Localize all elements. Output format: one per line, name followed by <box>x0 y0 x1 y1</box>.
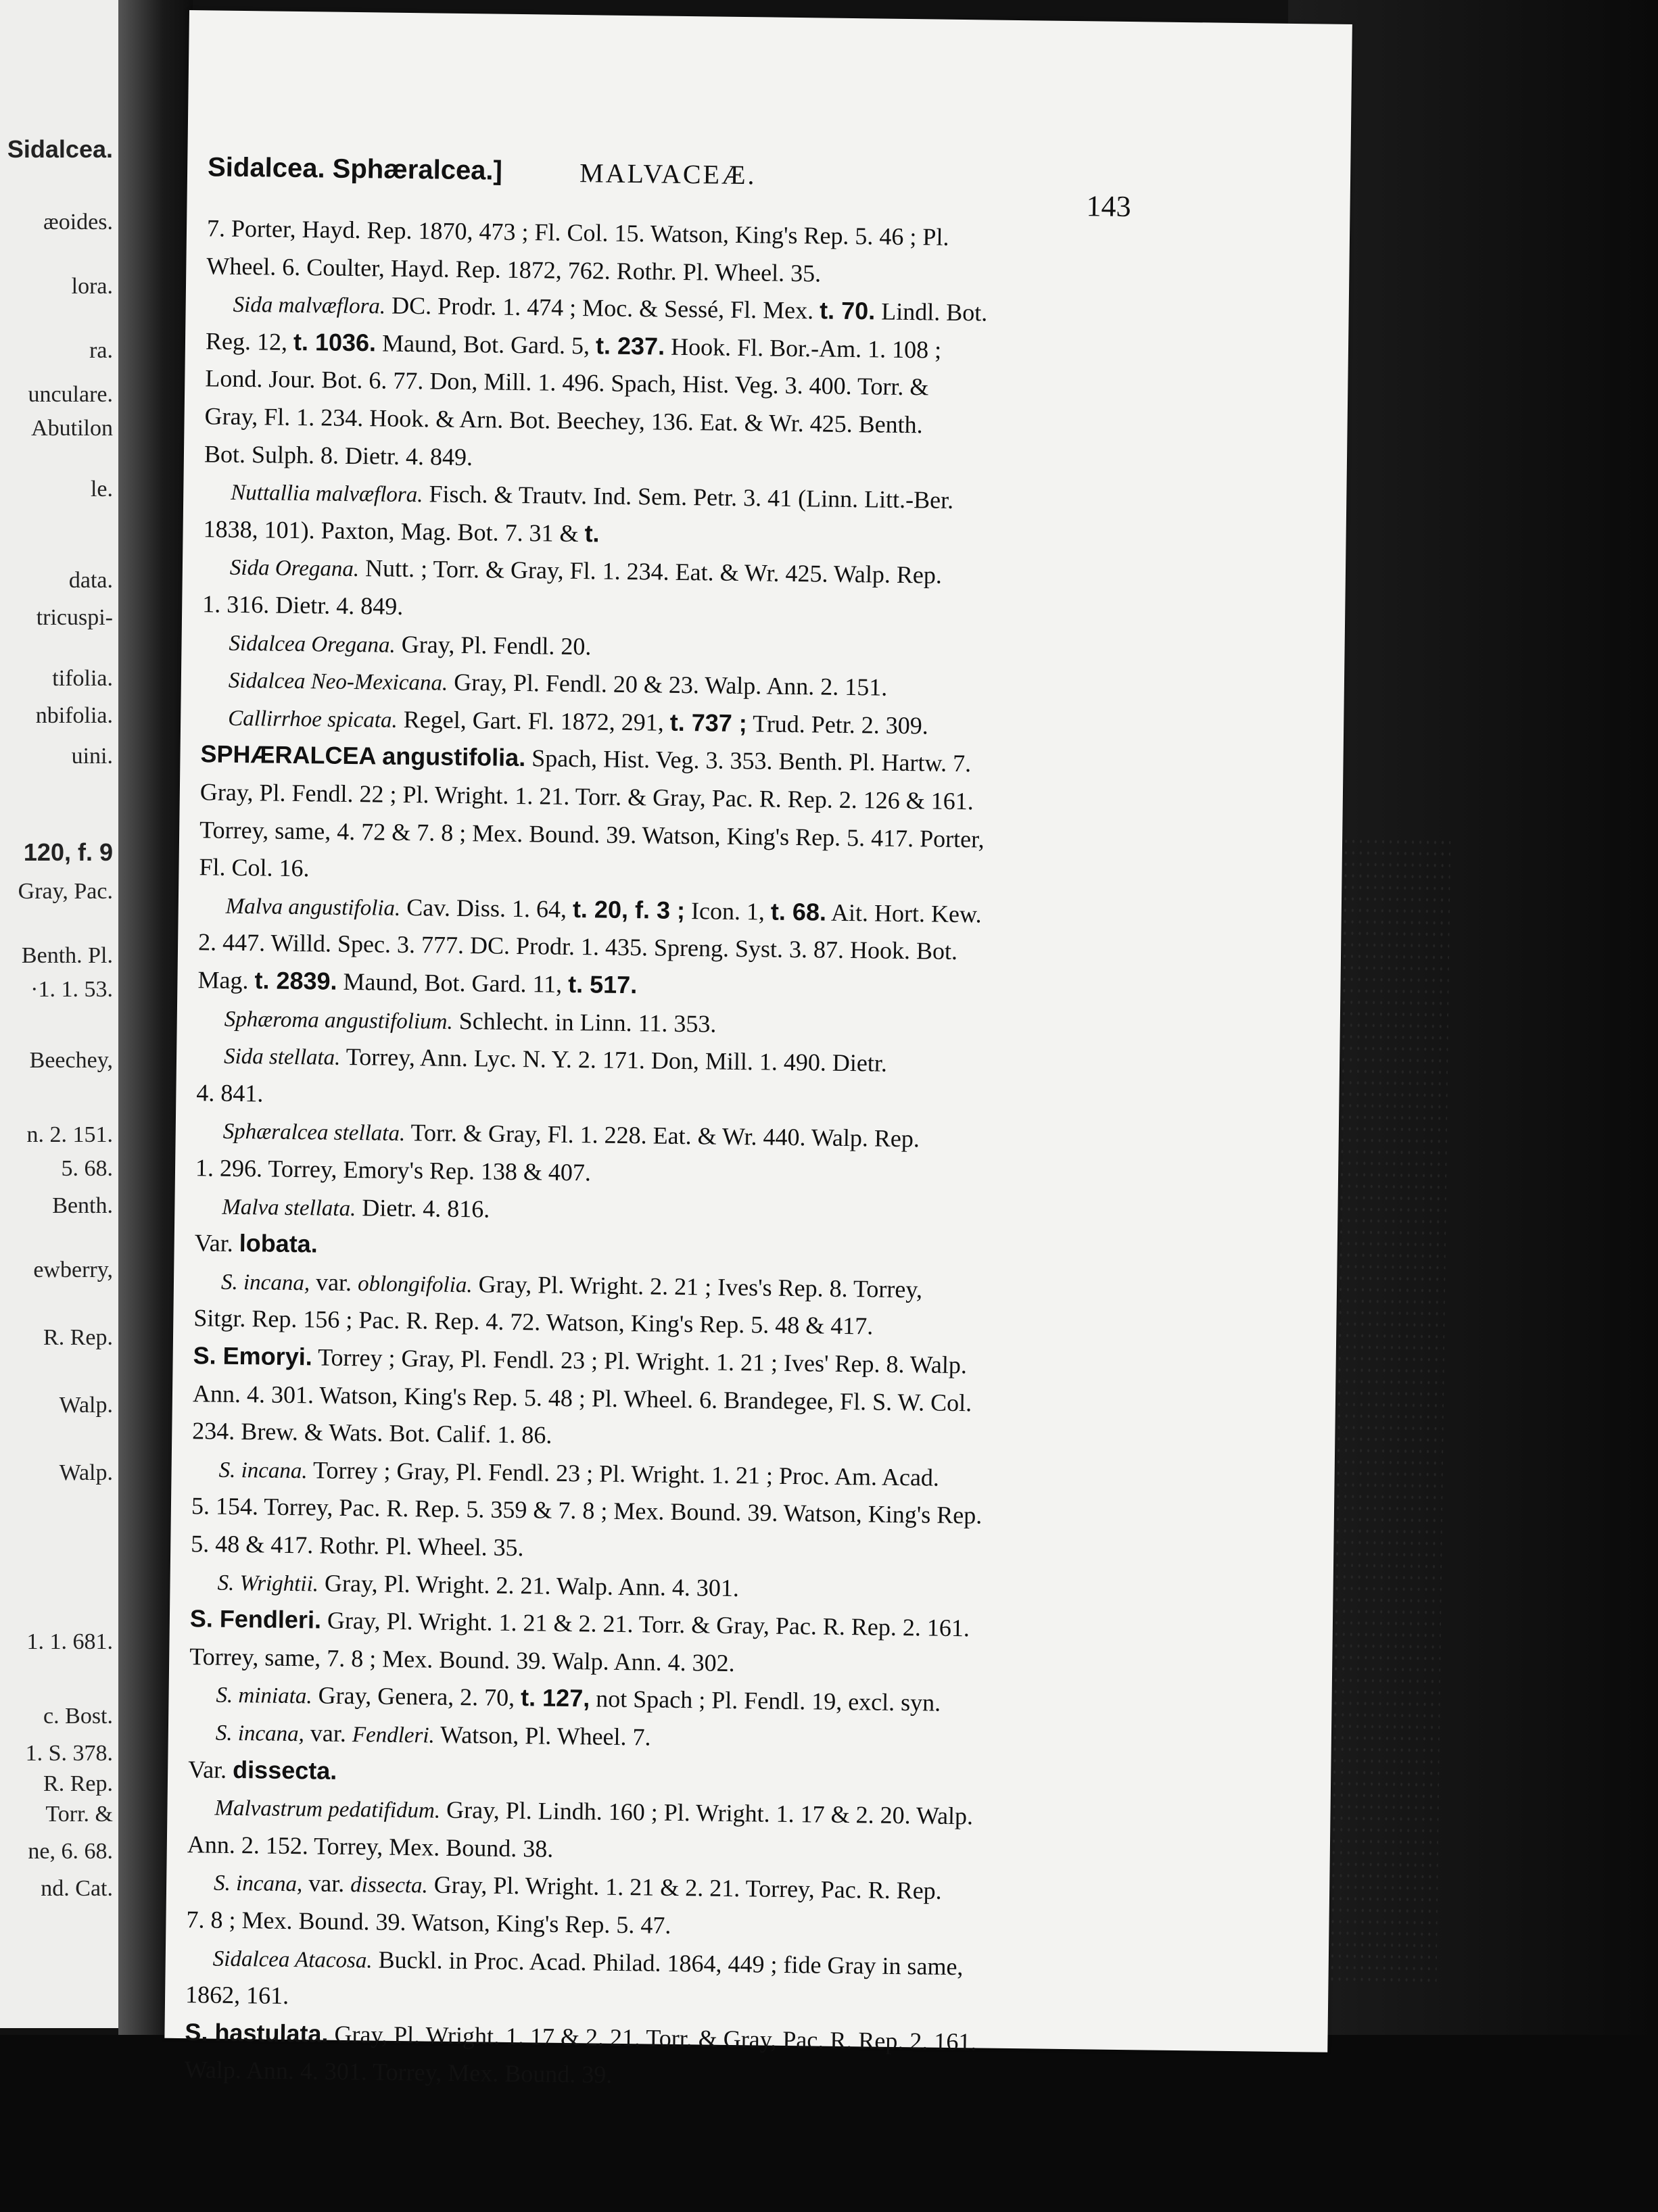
left-page-fragment: Beechey, <box>29 1048 113 1073</box>
left-page-fragment: tricuspi- <box>36 605 113 630</box>
left-page-fragment: ra. <box>89 338 113 363</box>
citation-text: 1862, 161. <box>185 1981 289 2010</box>
citation-text: Fisch. & Trautv. Ind. Sem. Petr. 3. 41 (Linn. Litt.-Ber. <box>423 480 954 514</box>
text-line <box>218 1453 939 1493</box>
bold-reference: t. 737 ; <box>669 708 748 737</box>
citation-text: 7. Porter, Hayd. Rep. 1870, 473 ; Fl. Col. 15. Watson, King's Rep. 5. 46 ; Pl. <box>206 214 949 251</box>
citation-text: Var. <box>194 1229 239 1257</box>
taxon-name: Sida stellata. <box>223 1044 341 1071</box>
left-page-fragment: R. Rep. <box>43 1771 113 1796</box>
taxon-name: Fendleri. <box>352 1723 435 1748</box>
text-line <box>206 251 821 288</box>
text-line <box>214 1792 973 1833</box>
citation-text: 2. 447. Willd. Spec. 3. 777. DC. Prodr. 1. 435. Spreng. Syst. 3. 87. Hook. Bot. <box>197 928 958 965</box>
citation-text: Maund, Bot. Gard. 11, <box>337 967 569 998</box>
citation-text: Gray, Pl. Fendl. 20 & 23. Walp. Ann. 2. 151. <box>448 668 888 701</box>
bold-reference: t. 68. <box>770 897 827 926</box>
citation-text: Gray, Pl. Wright. 2. 21 ; Ives's Rep. 8. Torrey, <box>472 1270 923 1303</box>
bold-reference: dissecta. <box>232 1755 337 1785</box>
left-page-fragment: 5. 68. <box>61 1156 113 1181</box>
text-line <box>204 401 923 439</box>
text-line <box>207 213 949 251</box>
text-line <box>196 1078 264 1108</box>
citation-text: Ait. Hort. Kew. <box>826 898 982 928</box>
citation-text: Gray, Pl. Fendl. 22 ; Pl. Wright. 1. 21. Torr. & Gray, Pac. R. Rep. 2. 126 & 161. <box>199 778 974 815</box>
text-line <box>213 1942 964 1983</box>
bold-reference: S. hastulata. <box>185 2017 329 2048</box>
text-line <box>191 1529 524 1562</box>
citation-text: Wheel. 6. Coulter, Hayd. Rep. 1872, 762. Rothr. Pl. Wheel. 35. <box>206 251 822 287</box>
left-page-fragment: tifolia. <box>52 666 113 691</box>
text-line <box>217 1566 739 1604</box>
taxon-name: Malva stellata. <box>222 1195 356 1221</box>
bold-reference: t. 2839. <box>254 966 337 995</box>
citation-text: var. <box>304 1719 353 1748</box>
citation-text: Gray, Genera, 2. 70, <box>312 1681 521 1712</box>
page-title: MALVACEÆ. <box>579 158 757 191</box>
text-line <box>228 702 928 742</box>
citation-text: Gray, Pl. Wright. 2. 21. Walp. Ann. 4. 301. <box>318 1569 740 1602</box>
citation-text: 1. 296. Torrey, Emory's Rep. 138 & 407. <box>195 1154 592 1186</box>
left-page-fragment: nd. Cat. <box>41 1876 113 1901</box>
citation-text: var. <box>309 1268 358 1296</box>
taxon-name: Sida Oregana. <box>229 556 360 582</box>
taxon-name: Sidalcea Atacosa. <box>212 1946 373 1973</box>
text-line <box>190 1604 970 1643</box>
left-page-fragment: ne, 6. 68. <box>28 1839 113 1864</box>
text-line <box>206 326 942 364</box>
citation-text: 4. 841. <box>196 1079 264 1107</box>
citation-text: 7. 8 ; Mex. Bound. 39. Watson, King's Rep. 5. 47. <box>186 1906 671 1939</box>
citation-text: Torrey, Ann. Lyc. N. Y. 2. 171. Don, Mill. 1. 490. Dietr. <box>340 1043 888 1077</box>
citation-text: Ann. 2. 152. Torrey, Mex. Bound. 38. <box>187 1830 554 1862</box>
citation-text: var. <box>302 1869 351 1898</box>
left-page-fragment: Torr. & <box>45 1802 113 1827</box>
citation-text: Torrey ; Gray, Pl. Fendl. 23 ; Pl. Wright. 1. 21 ; Ives' Rep. 8. Walp. <box>312 1343 968 1379</box>
bold-reference: lobata. <box>239 1229 318 1258</box>
citation-text: 1. 316. Dietr. 4. 849. <box>202 590 404 620</box>
citation-text: 5. 48 & 417. Rothr. Pl. Wheel. 35. <box>191 1530 524 1562</box>
bold-reference: SPHÆRALCEA angustifolia. <box>200 740 526 772</box>
citation-text: Walp. Ann. 4. 301. Torrey, Mex. Bound. 39. <box>184 2056 613 2089</box>
citation-text: Gray, Pl. Wright. 1. 21 & 2. 21. Torr. & Gray, Pac. R. Rep. 2. 161. <box>321 1606 970 1642</box>
citation-text: Torrey, same, 7. 8 ; Mex. Bound. 39. Walp. Ann. 4. 302. <box>189 1642 735 1677</box>
citation-text: Nutt. ; Torr. & Gray, Fl. 1. 234. Eat. & Wr. 425. Walp. Rep. <box>358 554 943 590</box>
taxon-name: Sphæroma angustifolium. <box>224 1007 453 1034</box>
citation-text: not Spach ; Pl. Fendl. 19, excl. syn. <box>590 1685 941 1717</box>
left-page-fragment: Gray, Pac. <box>18 879 113 904</box>
text-line <box>231 477 953 516</box>
left-page-fragment: 1. S. 378. <box>25 1741 113 1766</box>
text-line <box>193 1341 967 1380</box>
citation-text: Torr. & Gray, Fl. 1. 228. Eat. & Wr. 440. Walp. Rep. <box>404 1119 920 1153</box>
text-line <box>224 1003 717 1040</box>
left-page-fragment: lora. <box>71 274 113 299</box>
book-page <box>164 10 1352 2089</box>
taxon-name: Nuttallia malvæflora. <box>231 480 423 508</box>
citation-text: Schlecht. in Linn. 11. 353. <box>452 1007 717 1038</box>
text-line <box>204 439 473 472</box>
left-page-fragment: æoides. <box>43 210 113 235</box>
taxon-name: Malva angustifolia. <box>225 894 401 921</box>
left-page-fragment: Benth. Pl. <box>21 943 113 968</box>
text-line <box>205 364 929 402</box>
left-page-fragment: Sidalcea. <box>7 135 113 163</box>
taxon-name: Callirrhoe spicata. <box>227 706 398 733</box>
bold-reference: t. 127, <box>520 1683 590 1712</box>
text-line <box>189 1641 735 1678</box>
citation-text: Gray, Pl. Wright. 1. 21 & 2. 21. Torrey, Pac. R. Rep. <box>427 1871 942 1905</box>
left-page-fragment: 120, f. 9 <box>23 838 113 866</box>
citation-text: 5. 154. Torrey, Pac. R. Rep. 5. 359 & 7. 8 ; Mex. Bound. 39. Watson, King's Rep. <box>191 1492 982 1529</box>
taxon-name: S. incana, <box>215 1721 305 1747</box>
text-line <box>185 2055 613 2090</box>
taxon-name: Sidalcea Neo-Mexicana. <box>228 668 448 696</box>
citation-text: 234. Brew. & Wats. Bot. Calif. 1. 86. <box>192 1417 552 1449</box>
citation-text: Cav. Diss. 1. 64, <box>400 893 573 923</box>
left-page-fragment: unculare. <box>28 382 113 407</box>
taxon-name: S. incana, <box>213 1871 303 1897</box>
citation-text: Var. <box>187 1755 233 1783</box>
left-page-fragment: data. <box>68 568 113 593</box>
citation-text: Hook. Fl. Bor.-Am. 1. 108 ; <box>664 333 942 364</box>
text-line <box>194 1228 318 1259</box>
left-page-fragment: le. <box>90 477 113 502</box>
left-page-fragment: ·1. 1. 53. <box>30 977 113 1002</box>
text-line <box>197 965 637 1000</box>
citation-text: Regel, Gart. Fl. 1872, 291, <box>397 705 670 736</box>
text-line <box>200 740 971 779</box>
left-page-fragments <box>0 0 118 2028</box>
taxon-name: S. Wrightii. <box>217 1570 319 1597</box>
text-line <box>187 1829 554 1864</box>
text-line <box>229 627 591 663</box>
taxon-name: Sidalcea Oregana. <box>229 631 396 658</box>
taxon-name: S. miniata. <box>216 1683 312 1709</box>
text-line <box>199 815 985 854</box>
citation-text: Icon. 1, <box>684 896 772 925</box>
text-line <box>195 1153 591 1187</box>
left-page-fragment: ewberry, <box>33 1257 113 1282</box>
text-line <box>200 777 974 816</box>
citation-text: Torrey, same, 4. 72 & 7. 8 ; Mex. Bound. 39. Watson, King's Rep. 5. 417. Porter, <box>199 815 985 853</box>
text-line <box>230 552 942 592</box>
left-facing-page <box>0 0 118 2028</box>
bold-reference: t. 1036. <box>293 327 377 357</box>
citation-text: Lond. Jour. Bot. 6. 77. Don, Mill. 1. 496. Spach, Hist. Veg. 3. 400. Torr. & <box>205 364 929 401</box>
text-line <box>202 589 403 621</box>
left-page-fragment: 1. 1. 681. <box>26 1629 113 1654</box>
bold-reference: t. 70. <box>819 296 876 325</box>
text-line <box>216 1679 941 1719</box>
taxon-name: S. incana. <box>218 1458 308 1484</box>
text-line <box>224 1040 887 1080</box>
citation-text: Buckl. in Proc. Acad. Philad. 1864, 449 ; fide Gray in same, <box>372 1946 964 1980</box>
left-page-fragment: uini. <box>71 744 113 769</box>
text-line <box>229 665 888 704</box>
text-line <box>226 890 982 931</box>
citation-text: Gray, Pl. Fendl. 20. <box>395 630 592 660</box>
text-line <box>222 1191 490 1225</box>
citation-text: Sitgr. Rep. 156 ; Pac. R. Rep. 4. 72. Watson, King's Rep. 5. 48 & 417. <box>193 1304 874 1340</box>
bold-reference: t. 517. <box>567 969 638 999</box>
citation-text: Maund, Bot. Gard. 5, <box>375 329 596 360</box>
bold-reference: t. 20, f. 3 ; <box>572 894 686 924</box>
citation-text: Ann. 4. 301. Watson, King's Rep. 5. 48 ; Pl. Wheel. 6. Brandegee, Fl. S. W. Col. <box>192 1379 972 1416</box>
left-page-fragment: R. Rep. <box>43 1325 113 1350</box>
text-line <box>191 1491 982 1531</box>
text-line <box>203 514 599 548</box>
citation-text: Fl. Col. 16. <box>199 853 310 882</box>
taxon-name: Malvastrum pedatifidum. <box>214 1796 441 1823</box>
left-page-fragment: nbifolia. <box>35 703 113 728</box>
text-line <box>199 852 310 883</box>
citation-text: DC. Prodr. 1. 474 ; Moc. & Sessé, Fl. Mex. <box>385 291 820 324</box>
bold-reference: S. Fendleri. <box>189 1604 322 1634</box>
citation-text: Lindl. Bot. <box>874 297 988 327</box>
citation-text: Torrey ; Gray, Pl. Fendl. 23 ; Pl. Wright. 1. 21 ; Proc. Am. Acad. <box>307 1456 940 1491</box>
citation-text: Spach, Hist. Veg. 3. 353. Benth. Pl. Hartw. 7. <box>525 744 972 777</box>
page-speckle <box>1328 836 1450 1986</box>
text-line <box>198 928 957 967</box>
left-page-fragment: Benth. <box>52 1193 113 1218</box>
citation-text: Trud. Petr. 2. 309. <box>747 709 929 740</box>
citation-text: Gray, Fl. 1. 234. Hook. & Arn. Bot. Beechey, 136. Eat. & Wr. 425. Benth. <box>204 402 923 439</box>
text-line <box>233 289 987 329</box>
text-line <box>216 1717 651 1754</box>
taxon-name: S. incana, <box>220 1270 310 1296</box>
citation-text: 1838, 101). Paxton, Mag. Bot. 7. 31 & <box>203 515 585 547</box>
page-number: 143 <box>1086 189 1131 224</box>
taxon-name: oblongifolia. <box>357 1271 473 1298</box>
taxon-name: Sphæralcea stellata. <box>222 1120 406 1147</box>
taxon-name: dissecta. <box>350 1873 428 1898</box>
citation-text: Gray, Pl. Lindh. 160 ; Pl. Wright. 1. 17 & 2. 20. Walp. <box>440 1796 974 1830</box>
text-line <box>193 1378 972 1418</box>
taxon-name: Sida malvæflora. <box>233 293 386 319</box>
text-line <box>221 1266 923 1306</box>
citation-text: Dietr. 4. 816. <box>356 1193 490 1223</box>
left-page-fragment: c. Bost. <box>43 1704 113 1729</box>
text-line <box>214 1867 942 1907</box>
running-head: Sidalcea. Sphæralcea.] <box>207 152 503 186</box>
citation-text: Bot. Sulph. 8. Dietr. 4. 849. <box>204 439 473 471</box>
left-page-fragment: Walp. <box>59 1460 113 1485</box>
text-line <box>188 1754 337 1786</box>
text-line <box>192 1416 552 1449</box>
text-line <box>186 1904 671 1940</box>
text-line <box>185 1979 289 2011</box>
citation-text: Watson, Pl. Wheel. 7. <box>434 1721 651 1751</box>
citation-text: Gray, Pl. Wright. 1. 17 & 2. 21. Torr. & Gray, Pac. R. Rep. 2. 161. <box>328 2020 977 2056</box>
bold-reference: t. <box>584 519 600 548</box>
citation-text: Reg. 12, <box>205 327 294 356</box>
bold-reference: S. Emoryi. <box>193 1341 312 1371</box>
left-page-fragment: Walp. <box>59 1393 113 1418</box>
left-page-fragment: n. 2. 151. <box>26 1122 113 1147</box>
left-page-fragment: Abutilon <box>31 416 113 441</box>
text-line <box>222 1115 920 1155</box>
citation-text: Mag. <box>197 966 255 994</box>
text-line <box>193 1303 873 1341</box>
bold-reference: t. 237. <box>595 331 665 360</box>
